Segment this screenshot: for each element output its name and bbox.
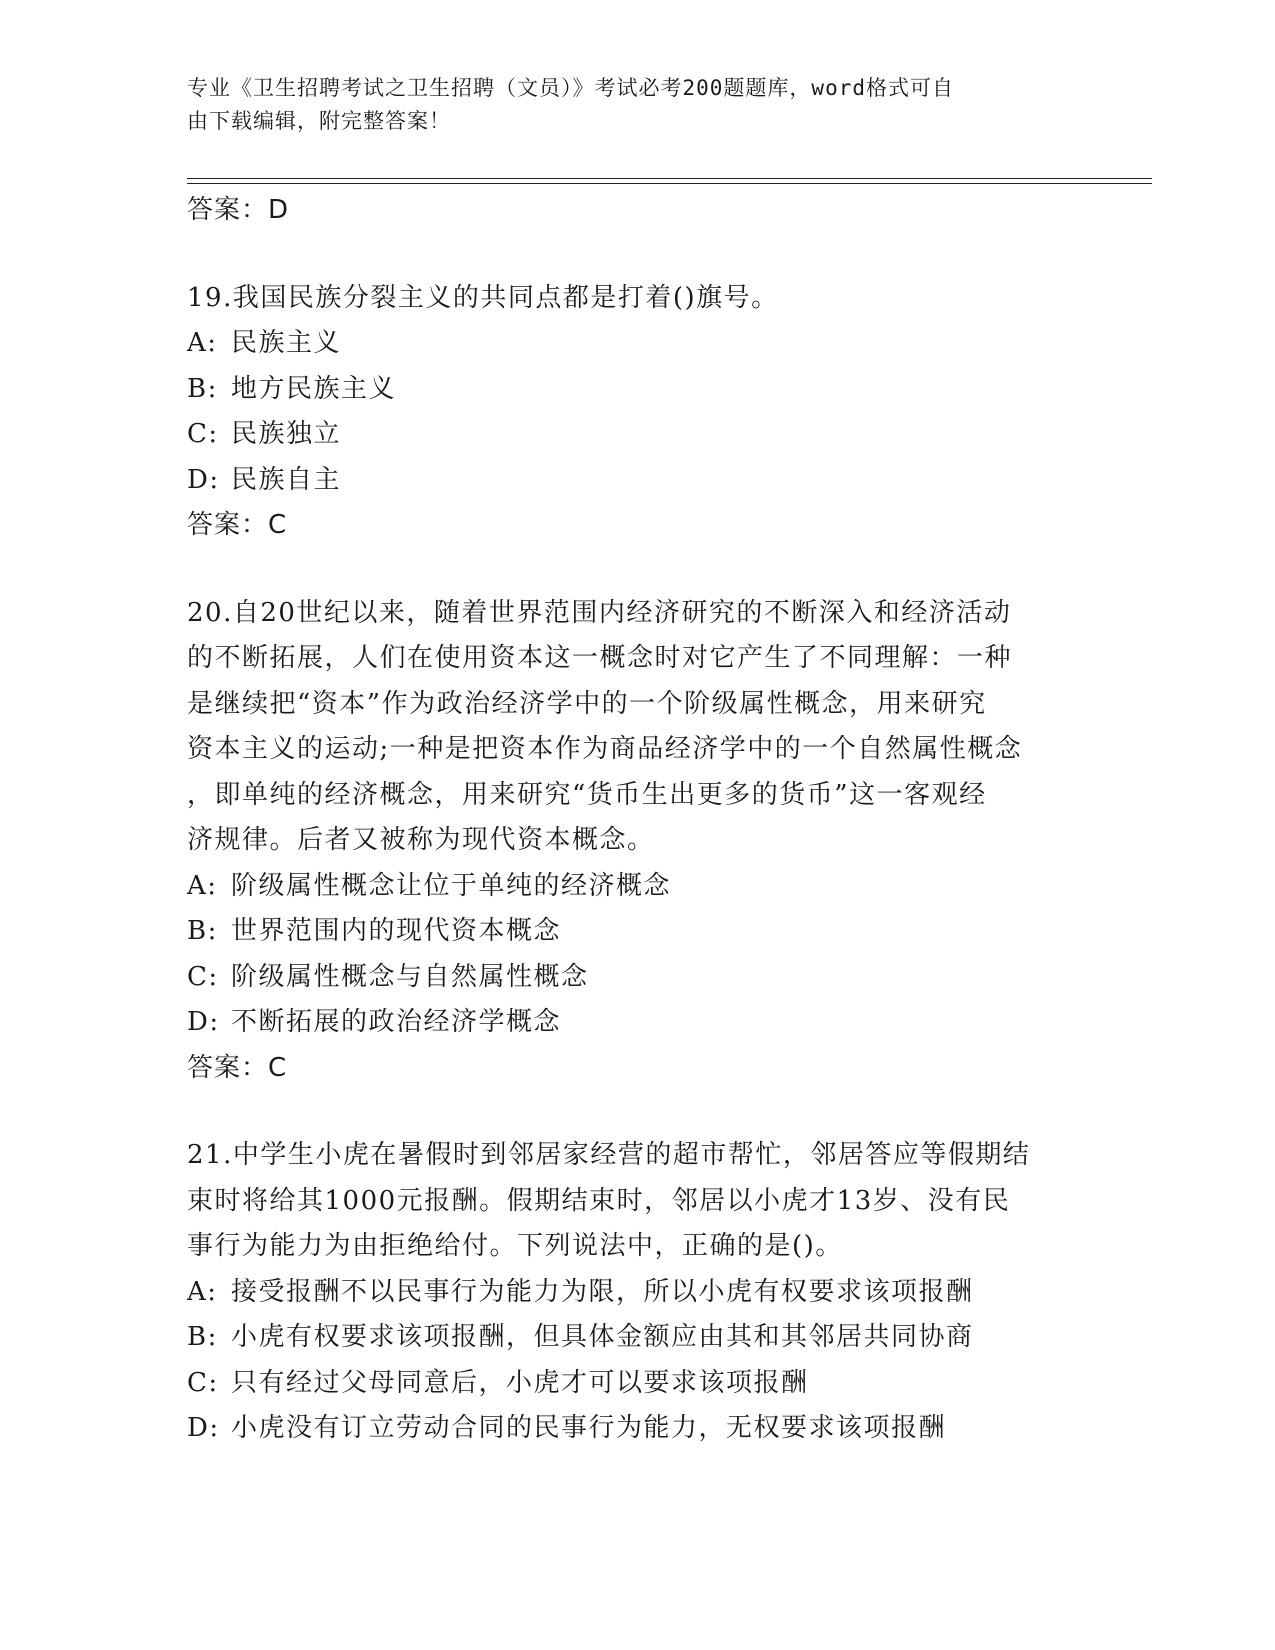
question-text-line: 19.我国民族分裂主义的共同点都是打着()旗号。: [187, 282, 779, 313]
spacer: [187, 549, 1087, 591]
option-key: C:: [187, 419, 219, 449]
question-text-line: 束时将给其1000元报酬。假期结束时，邻居以小虎才13岁、没有民: [187, 1185, 1011, 1216]
option-key: A:: [187, 870, 218, 901]
option-key: A:: [187, 328, 218, 358]
question-text-line: 资本主义的运动;一种是把资本作为商品经济学中的一个自然属性概念: [187, 734, 1023, 764]
question-text-line: ，即单纯的经济概念，用来研究“货币生出更多的货币”这一客观经: [187, 779, 987, 810]
option-text: 阶级属性概念让位于单纯的经济概念: [231, 870, 672, 901]
option-key: D:: [187, 1007, 220, 1037]
question-text-line: 的不断拓展，人们在使用资本这一概念时对它产生了不同理解：一种: [187, 643, 1013, 673]
option-c: [187, 412, 1087, 458]
question-text: [187, 276, 1087, 322]
option-a: [187, 1270, 1087, 1316]
option-key: A:: [187, 1276, 218, 1307]
option-d: [187, 1000, 1087, 1046]
question-text-line: 事行为能力为由拒绝给付。下列说法中，正确的是()。: [187, 1231, 843, 1261]
spacer: [187, 1091, 1087, 1133]
option-text: 民族主义: [231, 328, 342, 358]
option-text: 不断拓展的政治经济学概念: [231, 1007, 562, 1037]
answer: 答案：C: [187, 510, 288, 540]
option-c: [187, 955, 1087, 1001]
question-21: [187, 1133, 1087, 1452]
option-b: [187, 909, 1087, 955]
option-text: 世界范围内的现代资本概念: [231, 916, 562, 946]
option-key: B:: [187, 916, 218, 946]
header-line-1: 专业《卫生招聘考试之卫生招聘（文员）》考试必考200题题库，word格式可自: [187, 76, 954, 100]
option-text: 民族自主: [231, 464, 342, 495]
header-divider-bottom: [187, 183, 1152, 184]
option-key: B:: [187, 373, 218, 404]
option-key: C:: [187, 961, 219, 992]
option-b: [187, 1315, 1087, 1361]
option-text: 只有经过父母同意后，小虎才可以要求该项报酬: [231, 1367, 809, 1398]
question-19: [187, 276, 1087, 549]
option-key: D:: [187, 464, 220, 495]
option-a: [187, 321, 1087, 367]
spacer: [187, 234, 1087, 276]
question-text-line: 是继续把“资本”作为政治经济学中的一个阶级属性概念，用来研究: [187, 688, 987, 719]
option-key: C:: [187, 1367, 219, 1398]
option-text: 地方民族主义: [231, 373, 397, 404]
option-text: 接受报酬不以民事行为能力为限，所以小虎有权要求该项报酬: [231, 1276, 974, 1307]
option-c: [187, 1361, 1087, 1407]
option-d: [187, 458, 1087, 504]
answer: 答案：C: [187, 1052, 288, 1083]
option-text: 小虎没有订立劳动合同的民事行为能力，无权要求该项报酬: [231, 1413, 947, 1443]
option-key: B:: [187, 1322, 218, 1352]
document-header: [187, 72, 1067, 138]
question-20: [187, 591, 1087, 1092]
option-key: D:: [187, 1413, 220, 1443]
option-b: [187, 367, 1087, 413]
question-text-line: 20.自20世纪以来，随着世界范围内经济研究的不断深入和经济活动: [187, 597, 1012, 628]
option-text: 民族独立: [231, 419, 342, 449]
option-text: 阶级属性概念与自然属性概念: [231, 961, 589, 992]
question-text: [187, 1133, 1087, 1270]
question-text-line: 济规律。后者又被称为现代资本概念。: [187, 825, 655, 855]
question-list: [187, 188, 1087, 1452]
header-line-2: 由下载编辑，附完整答案！: [187, 109, 451, 133]
question-text-line: 21.中学生小虎在暑假时到邻居家经营的超市帮忙，邻居答应等假期结: [187, 1140, 1031, 1170]
option-text: 小虎有权要求该项报酬，但具体金额应由其和其邻居共同协商: [231, 1322, 974, 1352]
option-a: [187, 864, 1087, 910]
header-divider-top: [187, 178, 1152, 179]
option-d: [187, 1406, 1087, 1452]
question-text: [187, 591, 1087, 864]
previous-answer: 答案：D: [187, 195, 290, 225]
